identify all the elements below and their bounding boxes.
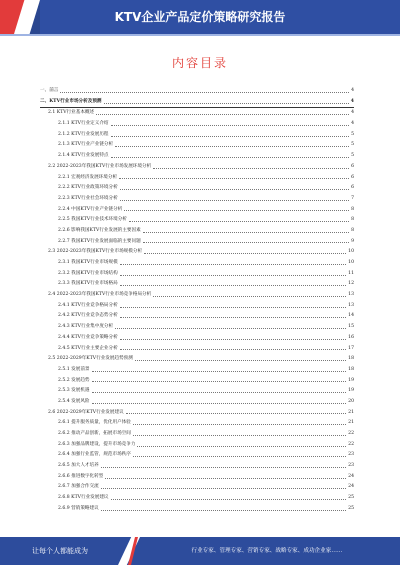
toc-entry[interactable] (40, 365, 354, 376)
toc-entry[interactable] (40, 461, 354, 472)
toc-leader-dots (104, 103, 349, 104)
toc-entry[interactable] (40, 301, 354, 312)
toc-entry-title: 2.3.1 我国KTV行业市场规模 (58, 260, 118, 265)
toc-entry-page: 21 (348, 420, 354, 426)
toc-entry[interactable] (40, 226, 354, 237)
toc-entry[interactable] (40, 472, 354, 483)
toc-entry-page: 4 (351, 110, 354, 116)
toc-leader-dots (101, 467, 346, 468)
toc-entry-page: 5 (351, 153, 354, 159)
toc-heading: 内容目录 (171, 56, 228, 70)
toc-entry-page: 11 (348, 270, 354, 276)
toc-entry-title: 2.2.3 KTV行业社会环境分析 (58, 195, 118, 201)
toc-leader-dots (120, 189, 349, 190)
toc-entry[interactable] (40, 418, 354, 429)
toc-entry-title: 2.5.1 发展前景 (58, 366, 90, 372)
toc-leader-dots (135, 360, 346, 361)
toc-entry[interactable] (40, 151, 354, 162)
toc-leader-dots (143, 242, 349, 243)
toc-entry-title: 2.5.4 发展风险 (58, 398, 90, 404)
toc-entry-page: 10 (348, 260, 354, 265)
toc-entry[interactable] (40, 322, 354, 333)
toc-entry-page: 21 (348, 409, 354, 415)
toc-leader-dots (120, 275, 346, 276)
toc-entry[interactable] (40, 344, 354, 355)
toc-leader-dots (153, 296, 346, 297)
toc-entry-title: 2.2 2022-2023年我国KTV行业市场发展环境分析 (48, 163, 152, 169)
toc-leader-dots (111, 499, 347, 500)
toc-entry-title: 2.4.4 KTV行业竞争策略分析 (58, 334, 118, 340)
toc-entry-page: 22 (348, 441, 354, 447)
toc-entry-title: 2.1.1 KTV行业定义介绍 (58, 121, 109, 127)
toc-entry-title: 2.6.7 加强合作交流 (58, 484, 99, 490)
toc-entry-title: 2.6.6 推进数字化转型 (58, 473, 104, 479)
toc-leader-dots (115, 328, 346, 329)
toc-entry-page: 15 (348, 324, 354, 330)
toc-entry-title: 2.6.9 营销策略建议 (58, 505, 99, 511)
toc-leader-dots (126, 413, 346, 414)
toc-entry[interactable] (40, 311, 354, 322)
toc-entry-title: 2.2.4 中国KTV行业产业链分析 (58, 206, 123, 212)
toc-entry-page: 6 (351, 185, 354, 191)
toc-entry[interactable] (40, 397, 354, 408)
toc-leader-dots (133, 424, 346, 425)
toc-leader-dots (144, 253, 346, 254)
toc-entry-title: 2.6.1 提升服务质量，优化用户体验 (58, 420, 131, 426)
toc-entry-page: 23 (348, 452, 354, 458)
toc-entry[interactable] (40, 247, 354, 258)
toc-leader-dots (133, 435, 346, 436)
toc-entry-title: 2.1 KTV行业基本概述 (48, 110, 95, 116)
toc-leader-dots (120, 285, 346, 286)
toc-entry-title: 2.2.2 KTV行业政策环境分析 (58, 185, 118, 191)
toc-entry-page: 13 (348, 302, 354, 308)
toc-entry-page: 10 (348, 249, 354, 255)
footer-slogan-left: 让每个人都能成为 (32, 547, 88, 555)
toc-entry-page: 13 (348, 292, 354, 298)
toc-entry[interactable] (40, 119, 354, 130)
toc-entry[interactable] (40, 333, 354, 344)
toc-leader-dots (92, 403, 347, 404)
toc-leader-dots (111, 157, 350, 158)
toc-entry[interactable] (40, 237, 354, 248)
toc-entry-page: 24 (348, 473, 354, 479)
toc-entry[interactable] (40, 162, 354, 173)
toc-entry-page: 5 (351, 142, 354, 148)
toc-entry-page: 19 (348, 388, 354, 394)
toc-entry[interactable] (40, 429, 354, 440)
toc-entry[interactable] (40, 215, 354, 226)
toc-entry[interactable] (40, 408, 354, 419)
toc-entry-page: 4 (351, 88, 354, 93)
toc-entry-title: 2.3.3 我国KTV行业市场格局 (58, 281, 118, 287)
toc-leader-dots (111, 125, 350, 126)
toc-entry-title: 2.4 2022-2023年我国KTV行业市场竞争格局分析 (48, 292, 152, 298)
toc-entry-title: 2.5 2022-2029年KTV行业发展趋势预测 (48, 356, 133, 362)
toc-entry-page: 18 (348, 366, 354, 372)
toc-entry-page: 19 (348, 377, 354, 383)
toc-entry-title: 2.6.3 加强品牌建设，提升市场竞争力 (58, 441, 136, 447)
toc-entry-title: 2.2.6 影响我国KTV行业发展的主要因素 (58, 227, 141, 233)
toc-entry-page: 16 (348, 334, 354, 340)
toc-entry[interactable] (40, 376, 354, 387)
table-of-contents (40, 86, 354, 515)
toc-leader-dots (120, 307, 346, 308)
toc-entry[interactable] (40, 205, 354, 216)
header-rule (0, 34, 400, 36)
toc-entry-page: 5 (351, 131, 354, 137)
toc-entry[interactable] (40, 504, 354, 515)
toc-entry-page: 8 (351, 206, 354, 212)
toc-entry-title: 2.5.3 发展机遇 (58, 388, 90, 394)
toc-leader-dots (96, 114, 349, 115)
toc-entry[interactable] (40, 130, 354, 141)
toc-entry-title: 2.6.5 加大人才培养 (58, 463, 99, 469)
toc-entry-title: 2.4.5 KTV行业主要企业分析 (58, 345, 118, 351)
toc-entry-page: 6 (351, 174, 354, 180)
toc-entry[interactable] (40, 269, 354, 280)
toc-entry-title: 2.6 2022-2029年KTV行业发展建议 (48, 409, 124, 415)
toc-leader-dots (105, 478, 346, 479)
toc-entry-page: 8 (351, 227, 354, 233)
toc-leader-dots (124, 210, 349, 211)
toc-entry-title: 2.4.3 KTV行业集中度分析 (58, 324, 114, 330)
toc-entry-title: 2.3 2022-2023年我国KTV行业市场规模分析 (48, 249, 143, 255)
toc-leader-dots (120, 200, 349, 201)
toc-entry[interactable] (40, 450, 354, 461)
toc-entry-title: 2.1.2 KTV行业发展历程 (58, 131, 109, 137)
toc-entry-title: 2.2.7 我国KTV行业发展面临的主要问题 (58, 238, 141, 244)
toc-entry[interactable] (40, 386, 354, 397)
toc-entry-title: 2.1.3 KTV行业产业链分析 (58, 142, 114, 148)
toc-leader-dots (137, 446, 346, 447)
toc-entry[interactable] (40, 279, 354, 290)
toc-leader-dots (92, 371, 347, 372)
toc-leader-dots (120, 349, 346, 350)
toc-entry-page: 24 (348, 484, 354, 490)
toc-leader-dots (129, 221, 349, 222)
toc-entry-page: 6 (351, 163, 354, 169)
toc-leader-dots (60, 92, 349, 93)
toc-entry-page: 17 (348, 345, 354, 351)
toc-leader-dots (143, 232, 349, 233)
toc-entry-page: 12 (348, 281, 354, 287)
toc-leader-dots (120, 264, 346, 265)
toc-entry-page: 7 (351, 195, 354, 201)
toc-entry-page: 9 (351, 238, 354, 244)
toc-entry-page: 23 (348, 463, 354, 469)
toc-leader-dots (120, 317, 346, 318)
toc-entry-title: 2.3.2 我国KTV行业市场结构 (58, 270, 118, 276)
toc-entry-title: 2.2.5 我国KTV行业技术环境分析 (58, 217, 127, 223)
toc-entry[interactable] (40, 482, 354, 493)
toc-entry-title: 2.1.4 KTV行业发展特点 (58, 153, 109, 159)
toc-entry-title: 二、KTV行业市场分析及预测 (40, 98, 102, 104)
toc-entry-title: 2.5.2 发展趋势 (58, 377, 90, 383)
toc-entry[interactable] (40, 194, 354, 205)
toc-leader-dots (133, 456, 346, 457)
toc-entry-page: 18 (348, 356, 354, 362)
toc-entry[interactable] (40, 173, 354, 184)
toc-leader-dots (115, 146, 349, 147)
toc-entry-page: 8 (351, 217, 354, 223)
toc-entry-title: 2.6.8 KTV行业发展建议 (58, 495, 109, 501)
toc-entry[interactable] (40, 97, 354, 109)
toc-entry-title: 2.4.1 KTV行业竞争格局分析 (58, 302, 118, 308)
toc-entry[interactable] (40, 354, 354, 365)
toc-entry[interactable] (40, 140, 354, 151)
toc-entry-page: 14 (348, 313, 354, 319)
toc-entry-page: 22 (348, 431, 354, 436)
footer-slogan-right: 行业专家、管理专家、营销专家、战略专家、成功企业家…… (191, 548, 343, 554)
toc-leader-dots (92, 392, 347, 393)
toc-leader-dots (101, 510, 346, 511)
toc-entry-page: 4 (350, 98, 354, 104)
toc-entry[interactable] (40, 290, 354, 301)
toc-entry[interactable] (40, 108, 354, 119)
toc-leader-dots (101, 488, 346, 489)
toc-entry-title: 2.4.2 KTV行业竞争态势分析 (58, 313, 118, 319)
toc-entry-page: 20 (348, 398, 354, 404)
toc-leader-dots (119, 178, 349, 179)
toc-entry[interactable] (40, 440, 354, 451)
toc-entry[interactable] (40, 86, 354, 97)
toc-leader-dots (120, 339, 346, 340)
toc-entry[interactable] (40, 183, 354, 194)
toc-entry[interactable] (40, 258, 354, 269)
toc-leader-dots (153, 168, 349, 169)
toc-entry-page: 4 (351, 121, 354, 127)
page-header (0, 0, 400, 38)
toc-entry-title: 2.2.1 宏观经济发展环境分析 (58, 174, 118, 180)
toc-entry-page: 25 (348, 495, 354, 501)
toc-entry-title: 一、前言 (40, 88, 59, 93)
toc-entry[interactable] (40, 493, 354, 504)
toc-entry-title: 2.6.4 加强行业监管，规范市场秩序 (58, 452, 131, 458)
toc-entry-page: 25 (348, 505, 354, 511)
report-title: KTV企业产品定价策略研究报告 (114, 10, 286, 24)
toc-entry-title: 2.6.2 推动产品创新，拓展市场空间 (58, 431, 131, 436)
toc-leader-dots (111, 136, 350, 137)
toc-leader-dots (92, 381, 347, 382)
